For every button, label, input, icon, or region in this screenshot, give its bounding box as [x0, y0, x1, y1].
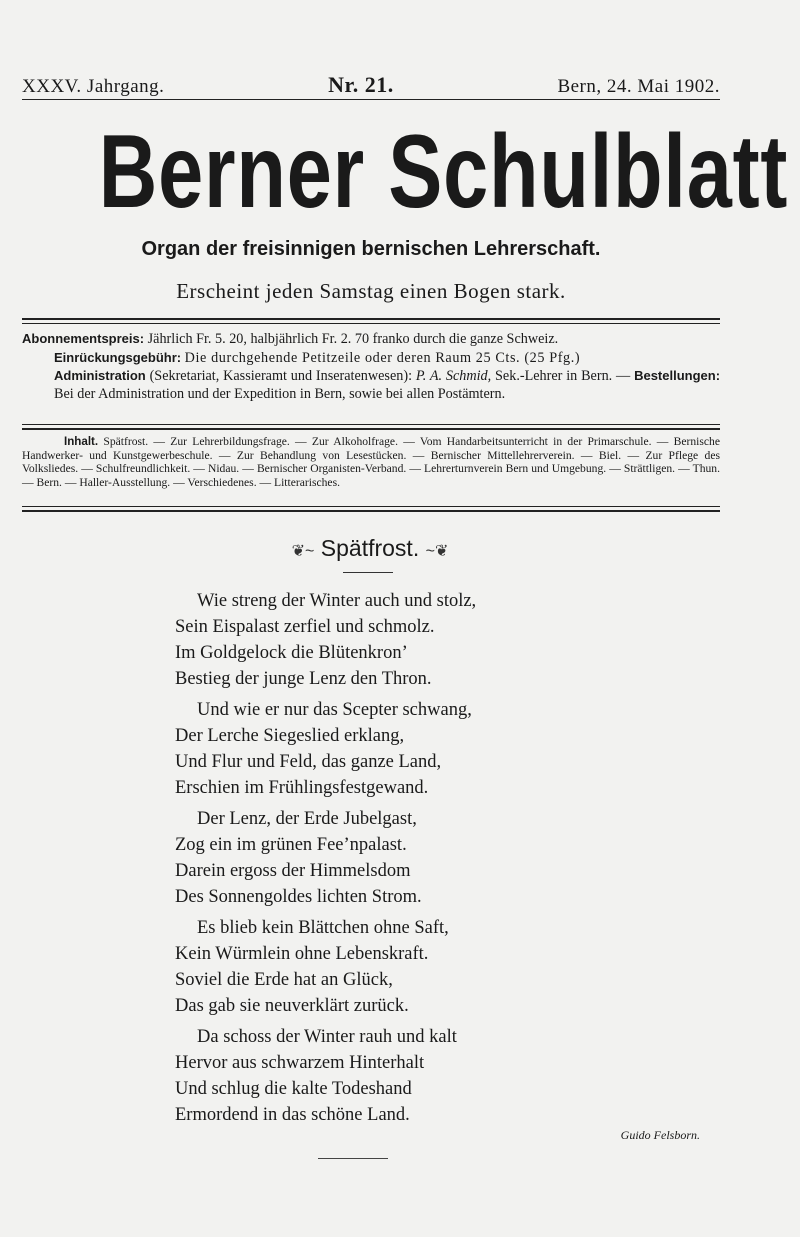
- einr-label: Einrückungsgebühr:: [54, 349, 182, 365]
- poem-title: Spätfrost.: [320, 535, 420, 561]
- inhalt-rule-bottom-thin: [22, 506, 720, 507]
- verse-line: Hervor aus schwarzem Hinterhalt: [175, 1053, 425, 1073]
- verse-line: Des Sonnengoldes lichten Strom.: [175, 887, 422, 907]
- verse-line: Darein ergoss der Himmelsdom: [175, 861, 411, 881]
- best-text: Bei der Administration und der Expedition in Bern, sowie bei allen Postämtern.: [54, 385, 506, 402]
- verse-line: Da schoss der Winter rauh und kalt: [197, 1027, 457, 1047]
- poem-title-block: [170, 535, 570, 562]
- admin-name: P. A. Schmid,: [415, 368, 492, 384]
- admin-rest: Sek.-Lehrer in Bern. —: [495, 368, 631, 384]
- poem-author: Guido Felsborn.: [620, 1128, 700, 1142]
- stanza-5: [175, 1024, 595, 1128]
- masthead-frequency: Erscheint jeden Samstag einen Bogen stark.: [176, 279, 566, 303]
- verse-line: Erschien im Frühlingsfestgewand.: [175, 778, 429, 798]
- abo-text: Jährlich Fr. 5. 20, halbjährlich Fr. 2. 70 franko durch die ganze Schweiz.: [147, 331, 559, 347]
- stanza-1: [175, 588, 595, 692]
- inhalt-rule-top-thin: [22, 424, 720, 425]
- best-label: Bestellungen:: [634, 368, 721, 383]
- einr-text: Die durchgehende Petitzeile oder deren Raum 25 Cts. (25 Pfg.): [184, 349, 581, 366]
- verse-line: Und Flur und Feld, das ganze Land,: [175, 752, 442, 772]
- inhalt-text: Spätfrost. — Zur Lehrerbildungsfrage. — Zur Alkoholfrage. — Vom Handarbeitsunterricht in der Primarschule. — Bernische Handwerker- und Kunstgewerbeschule. — Zur Behandlung von Lesestücken. — Bernischer Mittellehrerverein. — Biel. — Zur Pflege des Volksliedes. — Schulfreundlichkeit. — Nidau. — Bernischer Organisten-Verband. — Lehrerturnverein Bern und Umgebung. — Strättligen. — Thun. — Bern. — Haller-Ausstellung. — Verschiedenes. — Litterarisches.: [22, 435, 720, 489]
- verse-line: Wie streng der Winter auch und stolz,: [197, 591, 477, 611]
- volume-label: XXXV. Jahrgang.: [22, 76, 165, 97]
- inhalt-label: Inhalt.: [64, 435, 99, 448]
- left-ornament-icon: ❦~: [291, 543, 315, 560]
- table-of-contents: [22, 435, 720, 489]
- end-rule: [318, 1158, 388, 1159]
- masthead-title: Berner Schulblatt: [98, 114, 789, 230]
- admin-text: (Sekretariat, Kassieramt und Inseratenwesen):: [149, 368, 413, 384]
- verse-line: Sein Eispalast zerfiel und schmolz.: [175, 617, 435, 637]
- stanza-3: [175, 806, 595, 910]
- subscription-rule-top-thin: [22, 323, 720, 324]
- inhalt-rule-bottom: [22, 510, 720, 512]
- header-rule: [22, 99, 720, 100]
- right-ornament-icon: ~❦: [425, 543, 449, 560]
- verse-line: Und schlug die kalte Todeshand: [175, 1079, 412, 1099]
- verse-line: Und wie er nur das Scepter schwang,: [197, 700, 472, 720]
- title-short-rule: [343, 572, 393, 573]
- verse-line: Kein Würmlein ohne Lebenskraft.: [175, 944, 429, 964]
- stanza-4: [175, 915, 595, 1019]
- verse-line: Der Lenz, der Erde Jubelgast,: [197, 809, 417, 829]
- abo-label: Abonnementspreis:: [22, 331, 145, 346]
- verse-line: Es blieb kein Blättchen ohne Saft,: [197, 918, 449, 938]
- subscription-info: [22, 330, 720, 403]
- inhalt-rule-top: [22, 428, 720, 430]
- place-date: Bern, 24. Mai 1902.: [557, 76, 720, 97]
- stanza-2: [175, 697, 595, 801]
- admin-label: Administration: [54, 368, 146, 383]
- verse-line: Zog ein im grünen Fee’npalast.: [175, 835, 407, 855]
- verse-line: Das gab sie neuverklärt zurück.: [175, 996, 409, 1016]
- verse-line: Der Lerche Siegeslied erklang,: [175, 726, 405, 746]
- verse-line: Soviel die Erde hat an Glück,: [175, 970, 393, 990]
- subscription-rule-top: [22, 318, 720, 320]
- verse-line: Im Goldgelock die Blütenkron’: [175, 643, 408, 663]
- issue-header: [22, 72, 720, 98]
- verse-line: Ermordend in das schöne Land.: [175, 1105, 410, 1125]
- masthead-organ: Organ der freisinnigen bernischen Lehrerschaft.: [141, 238, 601, 260]
- verse-line: Bestieg der junge Lenz den Thron.: [175, 669, 432, 689]
- issue-number: Nr. 21.: [328, 72, 394, 97]
